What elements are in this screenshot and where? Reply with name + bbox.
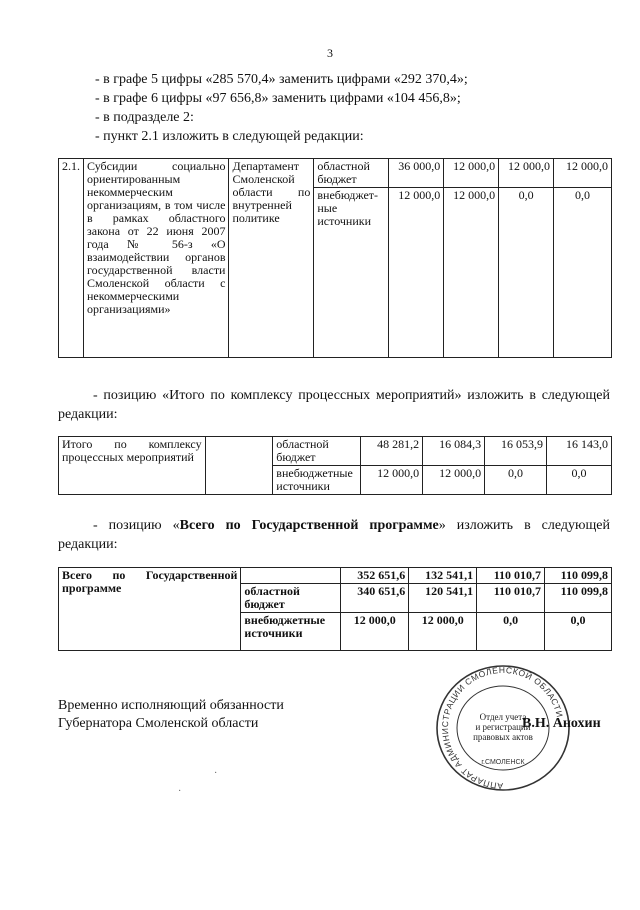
value-cell: 110 010,7 <box>477 584 545 613</box>
value-cell: 12 000,0 <box>361 466 423 495</box>
scan-speck: · <box>214 768 218 779</box>
itogo-table <box>58 436 612 495</box>
itogo-name: Итого по комплексу процессных мероприятий <box>59 437 206 495</box>
stamp-line3: правовых актов <box>473 732 533 742</box>
funding-source: внебюджет-ные источники <box>314 188 389 358</box>
funding-source: областной бюджет <box>273 437 361 466</box>
paragraph-vsego <box>58 516 610 554</box>
item-executor: Департамент Смоленской области по внутренней политике <box>229 159 314 358</box>
paragraph-suffix: » изложить в следующей редакции: <box>58 518 610 552</box>
value-cell: 352 651,6 <box>341 568 409 584</box>
value-cell: 110 099,8 <box>545 568 612 584</box>
funding-source: внебюджетные источники <box>241 613 341 651</box>
stamp-city: г.СМОЛЕНСК <box>481 759 525 766</box>
signature-title-line1: Временно исполняющий обязанности <box>58 698 284 713</box>
signature-title-line2: Губернатора Смоленской области <box>58 716 259 731</box>
page-number: 3 <box>327 46 333 60</box>
empty-cell <box>241 568 341 584</box>
value-cell: 36 000,0 <box>389 159 444 188</box>
bullet-line: - в подразделе 2: <box>95 110 194 125</box>
value-cell: 12 000,0 <box>444 188 499 358</box>
paragraph-itogo: - позицию «Итого по комплексу процессных мероприятий» изложить в следующей редакции: <box>58 388 610 422</box>
item-number: 2.1. <box>59 159 84 358</box>
bullet-line: - в графе 6 цифры «97 656,8» заменить цифрами «104 456,8»; <box>95 91 461 106</box>
value-cell: 16 143,0 <box>547 437 612 466</box>
value-cell: 12 000,0 <box>499 159 554 188</box>
value-cell: 48 281,2 <box>361 437 423 466</box>
value-cell: 12 000,0 <box>389 188 444 358</box>
value-cell: 12 000,0 <box>341 613 409 651</box>
bullet-line: - в графе 5 цифры «285 570,4» заменить цифрами «292 370,4»; <box>95 72 468 87</box>
subsidy-table <box>58 158 612 358</box>
value-cell: 110 010,7 <box>477 568 545 584</box>
value-cell: 16 084,3 <box>423 437 485 466</box>
value-cell: 12 000,0 <box>554 159 612 188</box>
value-cell: 132 541,1 <box>409 568 477 584</box>
table-row <box>59 437 612 466</box>
vsego-name: Всего по Государственной программе <box>59 568 241 651</box>
stamp-line2: и регистрации <box>475 722 531 732</box>
signature-name: В.Н. Анохин <box>522 716 601 731</box>
table-row <box>59 159 612 188</box>
paragraph-prefix: - позицию « <box>93 518 180 533</box>
value-cell: 0,0 <box>545 613 612 651</box>
paragraph-bold: Всего по Государственной программе <box>179 518 439 533</box>
bullet-line: - пункт 2.1 изложить в следующей редакции: <box>95 129 364 144</box>
item-name: Субсидии социально ориентированным некоммерческим организациям, в том числе в рамках областного закона от 22 июня 2007 года № 56-з «О взаимодействии органов государственной власти Смоленской области с некоммерческими организациями» <box>84 159 229 358</box>
value-cell: 12 000,0 <box>423 466 485 495</box>
value-cell: 340 651,6 <box>341 584 409 613</box>
vsego-table <box>58 567 612 651</box>
funding-source: областной бюджет <box>314 159 389 188</box>
value-cell: 0,0 <box>554 188 612 358</box>
value-cell: 120 541,1 <box>409 584 477 613</box>
stamp-ring-text: АППАРАТ АДМИНИСТРАЦИИ СМОЛЕНСКОЙ ОБЛАСТИ <box>439 664 565 792</box>
value-cell: 110 099,8 <box>545 584 612 613</box>
value-cell: 0,0 <box>477 613 545 651</box>
empty-cell <box>205 437 273 495</box>
stamp-line1: Отдел учета <box>479 712 527 722</box>
funding-source: областной бюджет <box>241 584 341 613</box>
value-cell: 0,0 <box>485 466 547 495</box>
value-cell: 0,0 <box>499 188 554 358</box>
funding-source: внебюджетные источники <box>273 466 361 495</box>
scan-speck: · <box>178 786 182 797</box>
table-row <box>59 568 612 584</box>
value-cell: 16 053,9 <box>485 437 547 466</box>
value-cell: 0,0 <box>547 466 612 495</box>
value-cell: 12 000,0 <box>409 613 477 651</box>
value-cell: 12 000,0 <box>444 159 499 188</box>
